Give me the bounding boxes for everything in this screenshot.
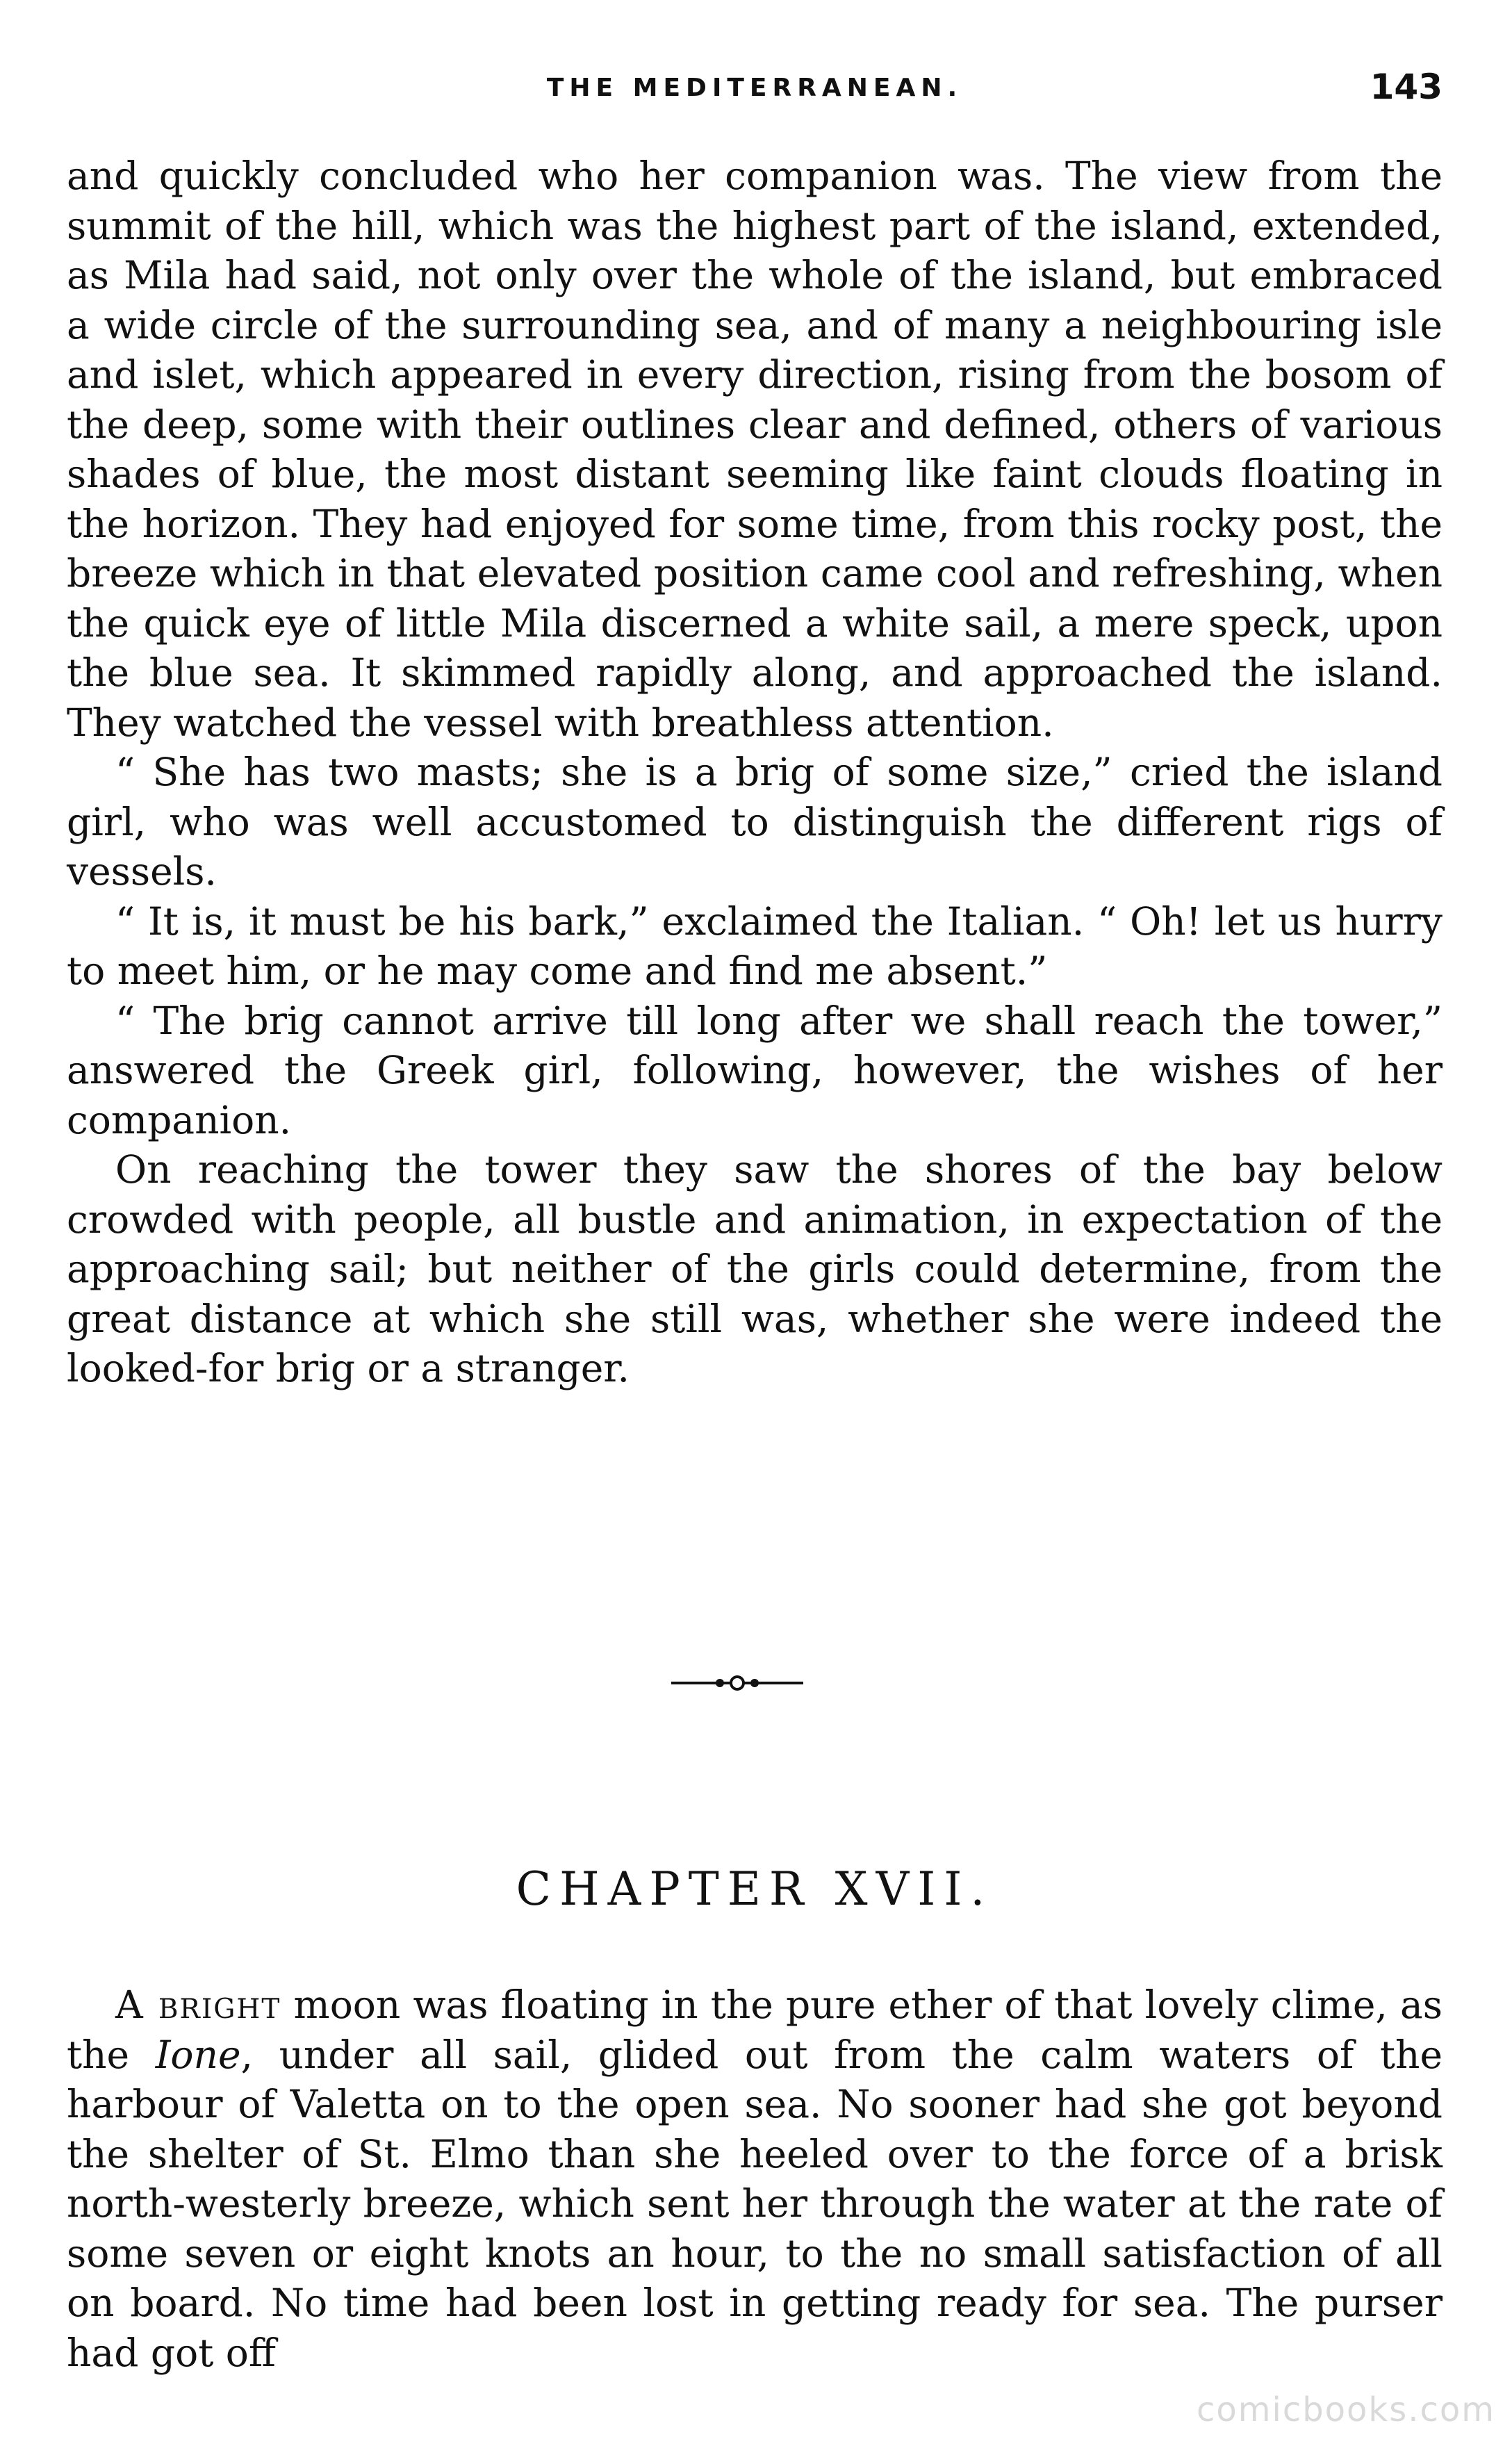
chapter-text [67, 1980, 1443, 2378]
section-ornament [67, 1669, 1443, 1697]
paragraph: “ The brig cannot arrive till long after we shall reach the tower,” answered the Greek girl, following, however, the wishes of her companion. [67, 998, 1443, 1142]
paragraph: and quickly concluded who her companion was. The view from the summit of the hill, which was the highest part of the island, extended, as Mila had said, not only over the whole of the island, but embraced a wide circle of the surrounding sea, and of many a neighbouring isle and islet, which appeared in every direction, rising from the bosom of the deep, some with their outlines clear and defined, others of various shades of blue, the most distant seeming like faint clouds floating in the horizon. They had enjoyed for some time, from this rocky post, the breeze which in that elevated position came cool and refreshing, when the quick eye of little Mila discerned a white sail, a mere speck, upon the blue sea. It skimmed rapidly along, and approached the island. They watched the vessel with breathless attention. [67, 154, 1443, 745]
chapter-text-part: , under all sail, glided out from the calm waters of the harbour of Valetta on to the open sea. No sooner had she got beyond the shelter of St. Elmo than she heeled over to the force of a brisk north-westerly breeze, which sent her through the water at the rate of some seven or eight knots an hour, to the no small satisfaction of all on board. No time had been lost in getting ready for sea. The purser had got off [67, 2032, 1443, 2375]
running-head [67, 67, 1443, 115]
chapter-heading: CHAPTER XVII. [516, 1862, 994, 1916]
running-title: THE MEDITERRANEAN. [546, 74, 963, 102]
body-text [67, 151, 1443, 1394]
paragraph: “ It is, it must be his bark,” exclaimed the Italian. “ Oh! let us hurry to meet him, or he may come and find me absent.” [67, 898, 1443, 993]
chapter-lead-smallcaps: A bright [115, 1983, 281, 2027]
chapter-paragraph [67, 1980, 1443, 2378]
ship-name: Ione [155, 2032, 241, 2077]
book-page [67, 0, 1443, 2446]
paragraph: “ She has two masts; she is a brig of some size,” cried the island girl, who was well accustomed to distinguish the different rigs of vessels. [67, 750, 1443, 894]
chapter-text-part: moon was floating in the pure ether of that lovely clime, as the [67, 1983, 1443, 2077]
page-number: 143 [1370, 67, 1443, 107]
paragraph: On reaching the tower they saw the shores of the bay below crowded with people, all bustle and animation, in expectation of the approaching sail; but neither of the girls could determine, from the great distance at which she still was, whether she were indeed the looked-for brig or a stranger. [67, 1147, 1443, 1390]
watermark: comicbooks.com [1196, 2390, 1495, 2429]
